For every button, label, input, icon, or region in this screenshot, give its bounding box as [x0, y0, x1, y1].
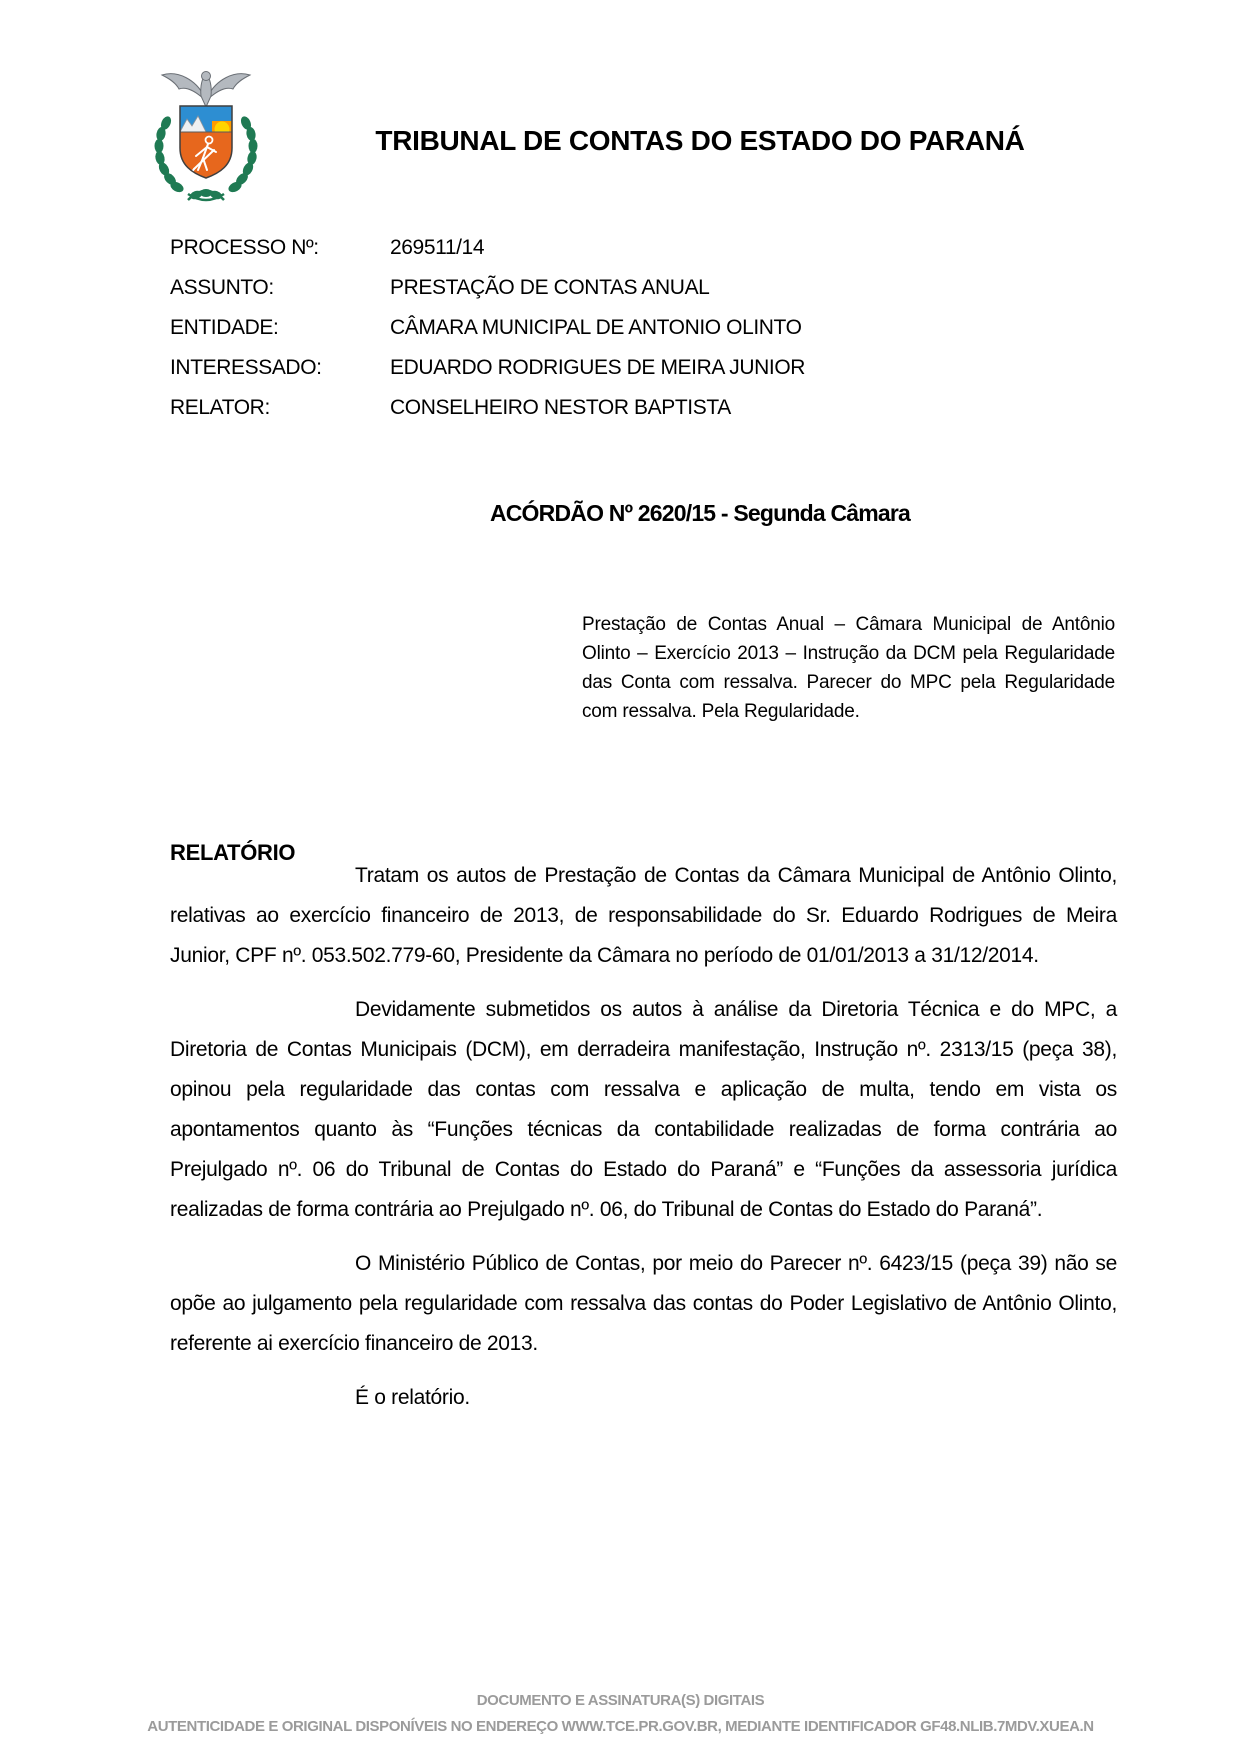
relatorio-body [170, 856, 1117, 1432]
paragraph: Tratam os autos de Prestação de Contas da Câmara Municipal de Antônio Olinto, relativas ao exercício financeiro de 2013, de responsabilidade do Sr. Eduardo Rodrigues de Meira Junior, CPF nº. 053.502.779-60, Presidente da Câmara no período de 01/01/2013 a 31/12/2014. [170, 864, 1117, 967]
parana-coat-of-arms-logo [150, 66, 262, 204]
paragraph: O Ministério Público de Contas, por meio do Parecer nº. 6423/15 (peça 39) não se opõe ao julgamento pela regularidade com ressalva das contas do Poder Legislativo de Antônio Olinto, referente ai exercício financeiro de 2013. [170, 1252, 1117, 1355]
meta-label: ENTIDADE: [170, 316, 279, 339]
meta-row-assunto [170, 268, 1120, 308]
process-metadata [170, 228, 1120, 428]
shield-icon [180, 106, 232, 178]
meta-value: 269511/14 [390, 236, 485, 259]
paragraph: Devidamente submetidos os autos à análise da Diretoria Técnica e do MPC, a Diretoria de Contas Municipais (DCM), em derradeira manifestação, Instrução nº. 2313/15 (peça 38), opinou pela regularidade das contas com ressalva e aplicação de multa, tendo em vista os apontamentos quanto às “Funções técnicas da contabilidade realizadas de forma contrária ao Prejulgado nº. 06 do Tribunal de Contas do Estado do Paraná” e “Funções da assessoria jurídica realizadas de forma contrária ao Prejulgado nº. 06, do Tribunal de Contas do Estado do Paraná”. [170, 998, 1117, 1221]
digital-signature-footer [0, 1688, 1241, 1740]
meta-value: EDUARDO RODRIGUES DE MEIRA JUNIOR [390, 356, 806, 379]
acordao-heading: ACÓRDÃO Nº 2620/15 - Segunda Câmara [489, 500, 911, 526]
meta-value: CÂMARA MUNICIPAL DE ANTONIO OLINTO [390, 316, 802, 339]
meta-label: RELATOR: [170, 396, 270, 419]
meta-value: PRESTAÇÃO DE CONTAS ANUAL [390, 276, 710, 299]
meta-value: CONSELHEIRO NESTOR BAPTISTA [390, 396, 731, 419]
meta-row-processo [170, 228, 1120, 268]
meta-label: PROCESSO Nº: [170, 236, 319, 259]
meta-label: ASSUNTO: [170, 276, 274, 299]
eagle-icon [162, 72, 250, 108]
ementa-summary: Prestação de Contas Anual – Câmara Municipal de Antônio Olinto – Exercício 2013 – Instrução da DCM pela Regularidade das Conta com ressalva. Parecer do MPC pela Regularidade com ressalva. Pela Regularidade. [582, 614, 1115, 722]
page-title: TRIBUNAL DE CONTAS DO ESTADO DO PARANÁ [375, 124, 1025, 156]
paragraph: É o relatório. [355, 1386, 470, 1409]
meta-label: INTERESSADO: [170, 356, 322, 379]
meta-row-relator [170, 388, 1120, 428]
footer-line-1: DOCUMENTO E ASSINATURA(S) DIGITAIS [476, 1692, 765, 1709]
footer-line-2: AUTENTICIDADE E ORIGINAL DISPONÍVEIS NO ENDEREÇO WWW.TCE.PR.GOV.BR, MEDIANTE IDENTIFICADOR GF48.NLIB.7MDV.XUEA.N [147, 1718, 1094, 1735]
relatorio-heading: RELATÓRIO [170, 840, 296, 866]
meta-row-interessado [170, 348, 1120, 388]
meta-row-entidade [170, 308, 1120, 348]
